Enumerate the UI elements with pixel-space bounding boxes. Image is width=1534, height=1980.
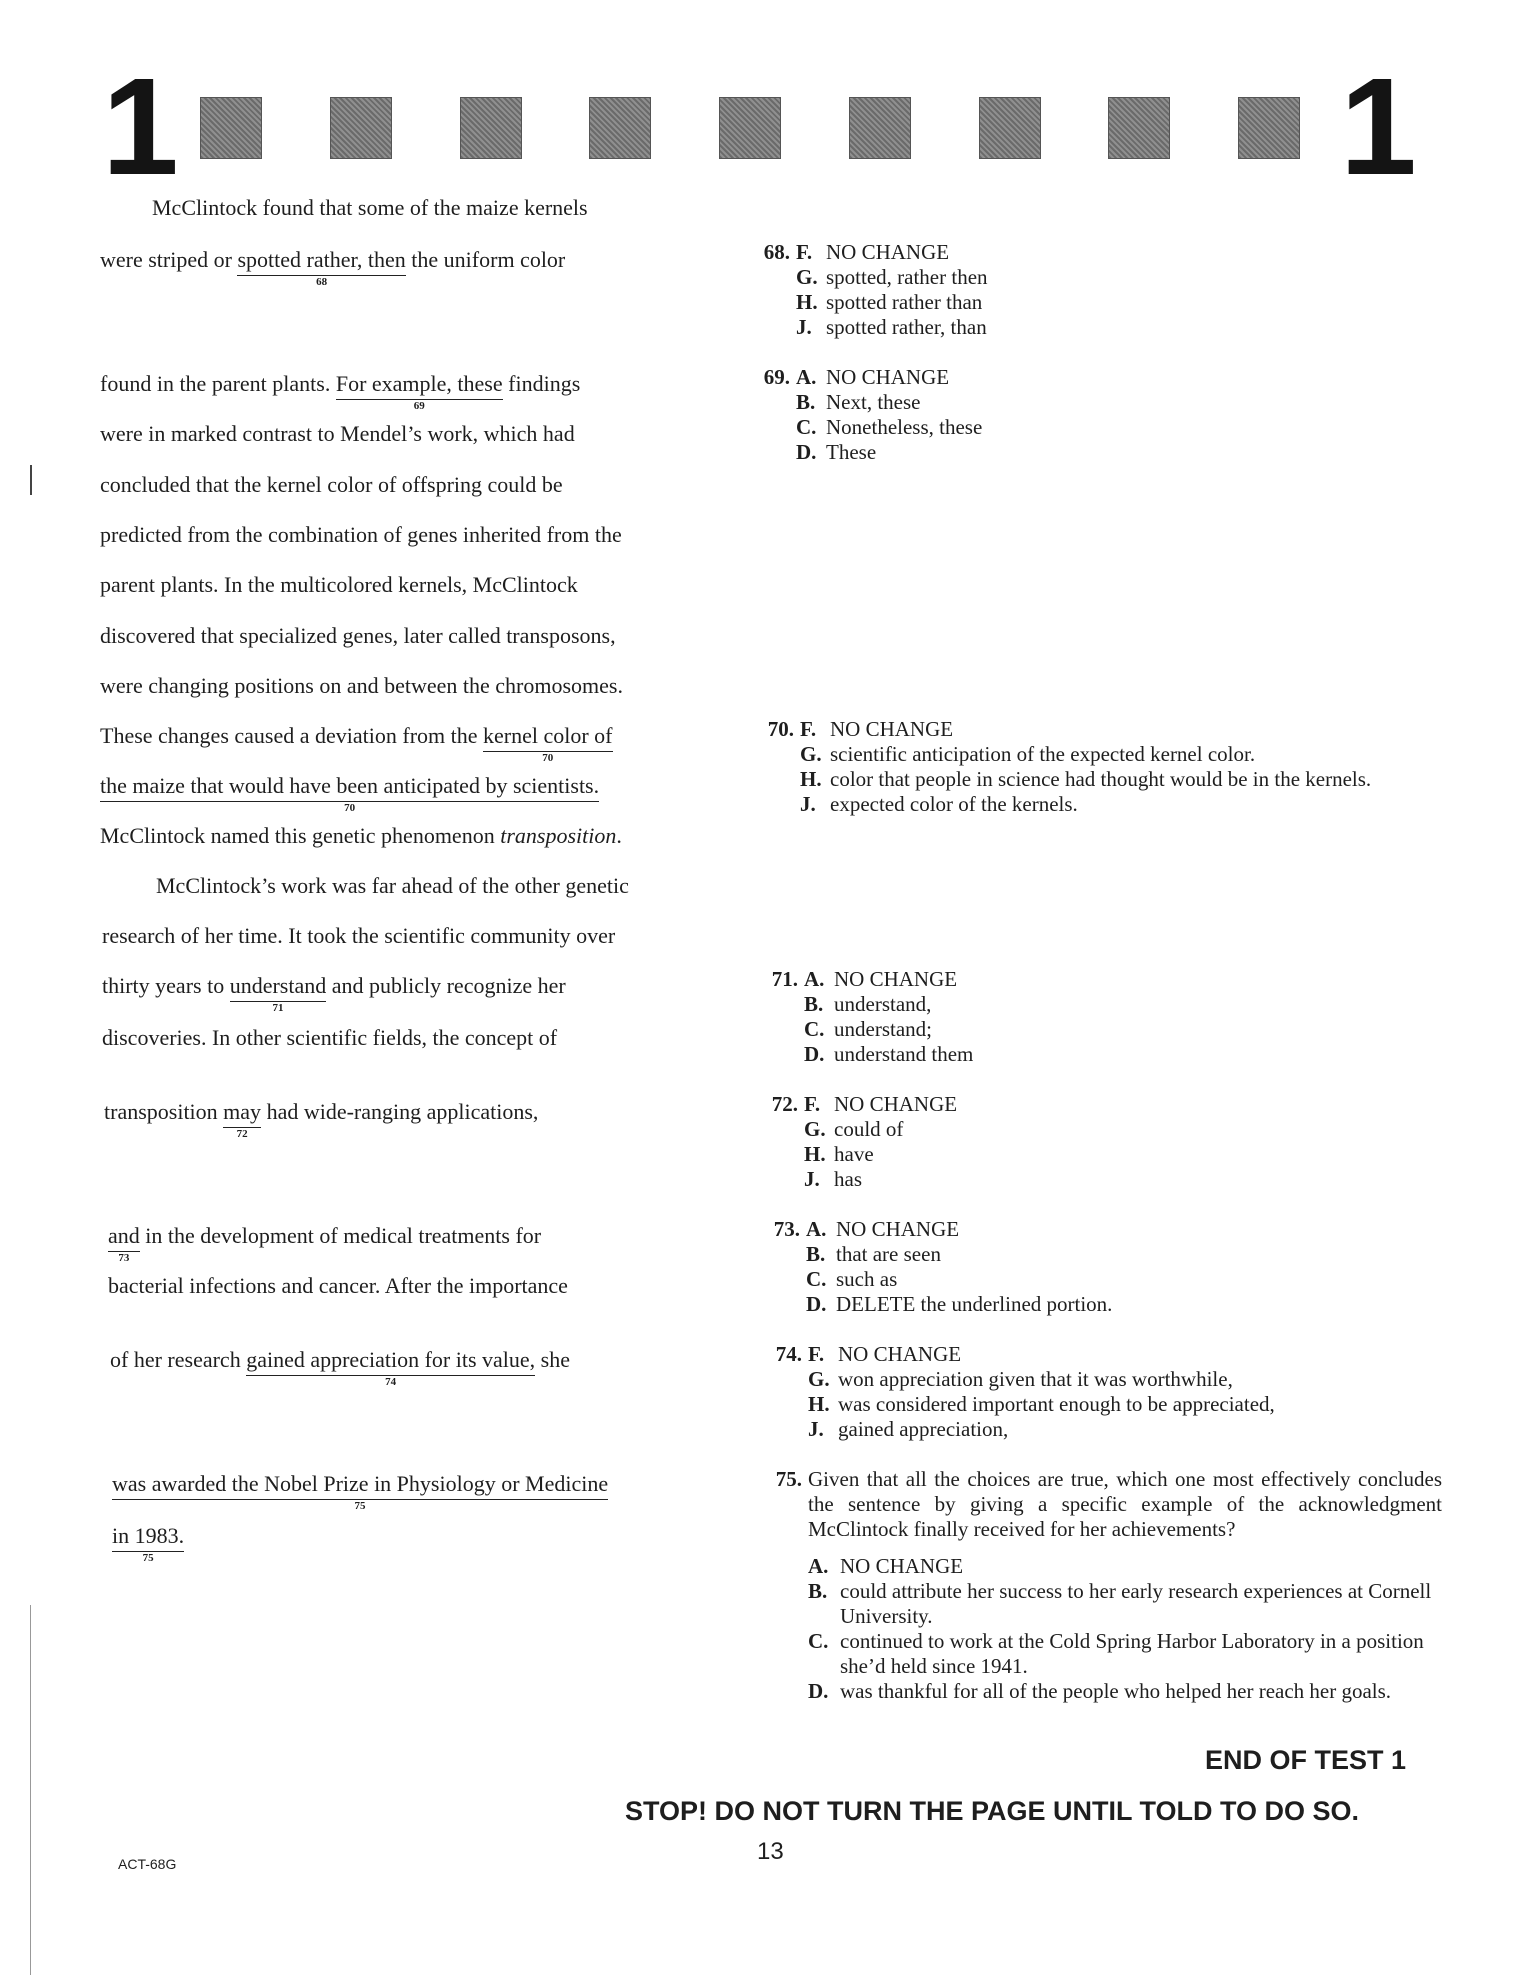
option-letter[interactable]: G. bbox=[808, 1367, 830, 1391]
underlined-portion-74 bbox=[246, 1347, 536, 1388]
option-letter[interactable]: H. bbox=[800, 767, 822, 791]
question-number: 70. bbox=[767, 717, 794, 741]
passage-line: McClintock found that some of the maize kernels bbox=[152, 195, 588, 220]
passage-line bbox=[112, 1470, 609, 1512]
question-ref-75: 75 bbox=[354, 1500, 366, 1512]
passage-text: were striped or bbox=[100, 247, 238, 272]
question-ref-68: 68 bbox=[316, 276, 328, 288]
banner-box bbox=[719, 97, 781, 159]
option-text[interactable]: expected color of the kernels. bbox=[830, 792, 1078, 816]
passage-line: predicted from the combination of genes inherited from the bbox=[100, 522, 622, 547]
option-text[interactable]: color that people in science had thought would be in the kernels. bbox=[830, 767, 1372, 791]
scan-mark bbox=[30, 465, 32, 495]
underlined-portion-71 bbox=[229, 973, 327, 1014]
passage-line: discoveries. In other scientific fields, the concept of bbox=[102, 1025, 558, 1050]
section-number-right: 1 bbox=[1340, 50, 1417, 204]
option-text[interactable]: was considered important enough to be appreciated, bbox=[838, 1392, 1275, 1416]
option-text[interactable]: could of bbox=[834, 1117, 904, 1141]
option-text[interactable]: understand them bbox=[834, 1042, 974, 1066]
question-70 bbox=[744, 717, 1434, 817]
passage-line bbox=[108, 1222, 542, 1264]
banner-box bbox=[979, 97, 1041, 159]
underlined-portion-75 bbox=[112, 1523, 185, 1564]
option-text[interactable]: understand; bbox=[834, 1017, 932, 1041]
underlined-portion-75 bbox=[112, 1471, 609, 1512]
option-text[interactable]: could attribute her success to her early research experiences at Cornell University. bbox=[840, 1579, 1432, 1628]
passage-line bbox=[100, 722, 613, 764]
passage-line bbox=[100, 772, 600, 814]
question-72 bbox=[748, 1092, 1148, 1192]
passage-line: concluded that the kernel color of offspring could be bbox=[100, 472, 563, 497]
question-ref-70: 70 bbox=[542, 752, 554, 764]
option-text[interactable]: Next, these bbox=[826, 390, 921, 414]
question-71 bbox=[748, 967, 1148, 1067]
banner-box bbox=[460, 97, 522, 159]
option-text[interactable]: scientific anticipation of the expected kernel color. bbox=[830, 742, 1256, 766]
passage-line bbox=[100, 246, 566, 288]
option-letter[interactable]: D. bbox=[796, 440, 817, 464]
passage-text: . bbox=[616, 823, 622, 848]
question-number: 74. bbox=[775, 1342, 802, 1366]
question-75 bbox=[752, 1467, 1442, 1704]
question-ref-74: 74 bbox=[385, 1376, 397, 1388]
page-number: 13 bbox=[757, 1838, 784, 1865]
passage-line bbox=[104, 1098, 539, 1140]
underlined-text: For example, these bbox=[335, 371, 503, 396]
option-text[interactable]: have bbox=[834, 1142, 874, 1166]
option-text[interactable]: that are seen bbox=[836, 1242, 941, 1266]
passage-text: the uniform color bbox=[405, 247, 566, 272]
passage-text: findings bbox=[502, 371, 581, 396]
passage-text: found in the parent plants. bbox=[100, 371, 336, 396]
option-text[interactable]: spotted rather, than bbox=[826, 315, 987, 339]
question-73 bbox=[750, 1217, 1310, 1317]
option-letter[interactable]: G. bbox=[800, 742, 822, 766]
passage-line: discovered that specialized genes, later called transposons, bbox=[100, 623, 616, 648]
passage-line bbox=[112, 1522, 185, 1564]
option-text[interactable]: NO CHANGE bbox=[838, 1342, 962, 1366]
option-text[interactable]: NO CHANGE bbox=[834, 1092, 958, 1116]
end-of-test-label: END OF TEST 1 bbox=[1205, 1745, 1407, 1775]
option-letter[interactable]: A. bbox=[806, 1217, 827, 1241]
option-text[interactable]: spotted rather than bbox=[826, 290, 983, 314]
option-letter[interactable]: J. bbox=[804, 1167, 820, 1191]
underlined-portion-68 bbox=[237, 247, 406, 288]
underlined-text: understand bbox=[229, 973, 327, 998]
underlined-portion-73 bbox=[108, 1223, 140, 1264]
banner-box bbox=[1108, 97, 1170, 159]
passage-line bbox=[102, 972, 566, 1014]
option-text[interactable]: These bbox=[826, 440, 877, 464]
question-number: 68. bbox=[763, 240, 790, 264]
form-code: ACT-68G bbox=[118, 1856, 177, 1872]
option-letter[interactable]: B. bbox=[806, 1242, 826, 1266]
option-letter[interactable]: D. bbox=[804, 1042, 825, 1066]
passage-text: she bbox=[535, 1347, 570, 1372]
option-text[interactable]: understand, bbox=[834, 992, 932, 1016]
banner-box bbox=[200, 97, 262, 159]
option-letter[interactable]: B. bbox=[796, 390, 816, 414]
option-text[interactable]: NO CHANGE bbox=[826, 365, 950, 389]
underlined-portion-69 bbox=[335, 371, 503, 412]
option-letter[interactable]: F. bbox=[804, 1092, 821, 1116]
passage-line: bacterial infections and cancer. After the importance bbox=[108, 1273, 568, 1298]
option-letter[interactable]: A. bbox=[804, 967, 825, 991]
option-text[interactable]: spotted, rather then bbox=[826, 265, 988, 289]
passage-line bbox=[110, 1346, 570, 1388]
underlined-portion-72 bbox=[223, 1099, 262, 1140]
option-text[interactable]: NO CHANGE bbox=[826, 240, 950, 264]
option-letter[interactable]: C. bbox=[808, 1629, 829, 1653]
underlined-text: spotted rather, then bbox=[237, 247, 406, 272]
italic-term: transposition bbox=[500, 823, 617, 848]
passage-text: McClintock named this genetic phenomenon bbox=[100, 823, 501, 848]
banner-box bbox=[330, 97, 392, 159]
option-letter[interactable]: D. bbox=[808, 1679, 829, 1703]
option-letter[interactable]: J. bbox=[808, 1417, 824, 1441]
question-ref-69: 69 bbox=[413, 400, 425, 412]
underlined-text: the maize that would have been anticipated by scientists. bbox=[100, 773, 600, 798]
option-letter[interactable]: H. bbox=[796, 290, 818, 314]
passage-text: in the development of medical treatments for bbox=[139, 1223, 542, 1248]
underlined-text: in 1983. bbox=[112, 1523, 185, 1548]
passage-text: had wide-ranging applications, bbox=[261, 1099, 539, 1124]
option-text[interactable]: NO CHANGE bbox=[840, 1554, 964, 1578]
question-number: 73. bbox=[773, 1217, 800, 1241]
question-number: 75. bbox=[775, 1467, 802, 1491]
question-ref-73: 73 bbox=[118, 1252, 130, 1264]
option-letter[interactable]: B. bbox=[808, 1579, 828, 1603]
banner-box bbox=[849, 97, 911, 159]
option-letter[interactable]: J. bbox=[796, 315, 812, 339]
option-letter[interactable]: C. bbox=[806, 1267, 827, 1291]
question-ref-72: 72 bbox=[236, 1128, 248, 1140]
underlined-text: may bbox=[223, 1099, 262, 1124]
question-ref-71: 71 bbox=[272, 1002, 284, 1014]
underlined-text: gained appreciation for its value, bbox=[246, 1347, 536, 1372]
scan-mark bbox=[30, 1605, 31, 1975]
option-letter[interactable]: H. bbox=[808, 1392, 830, 1416]
option-letter[interactable]: H. bbox=[804, 1142, 826, 1166]
underlined-text: was awarded the Nobel Prize in Physiology or Medicine bbox=[112, 1471, 609, 1496]
option-text[interactable]: NO CHANGE bbox=[830, 717, 954, 741]
passage-line: parent plants. In the multicolored kernels, McClintock bbox=[100, 572, 578, 597]
passage-line bbox=[100, 370, 581, 412]
option-letter[interactable]: C. bbox=[796, 415, 817, 439]
option-text[interactable]: NO CHANGE bbox=[834, 967, 958, 991]
option-text[interactable]: continued to work at the Cold Spring Harbor Laboratory in a position she’d held since 1941. bbox=[840, 1629, 1424, 1678]
passage-text: These changes caused a deviation from the bbox=[100, 723, 484, 748]
passage-line: were changing positions on and between the chromosomes. bbox=[100, 673, 623, 698]
option-text[interactable]: such as bbox=[836, 1267, 898, 1291]
option-text[interactable]: was thankful for all of the people who helped her reach her goals. bbox=[840, 1679, 1392, 1703]
underlined-portion-70 bbox=[100, 773, 600, 814]
option-letter[interactable]: A. bbox=[796, 365, 817, 389]
passage-text: thirty years to bbox=[102, 973, 230, 998]
passage-line bbox=[100, 822, 622, 850]
passage-line: research of her time. It took the scientific community over bbox=[102, 923, 616, 948]
question-69 bbox=[740, 365, 1140, 465]
passage-text: transposition bbox=[104, 1099, 224, 1124]
question-number: 71. bbox=[771, 967, 798, 991]
option-letter[interactable]: B. bbox=[804, 992, 824, 1016]
option-letter[interactable]: J. bbox=[800, 792, 816, 816]
option-letter[interactable]: G. bbox=[804, 1117, 826, 1141]
question-number: 72. bbox=[771, 1092, 798, 1116]
question-68 bbox=[740, 240, 1140, 340]
option-text[interactable]: has bbox=[834, 1167, 862, 1191]
option-text[interactable]: DELETE the underlined portion. bbox=[836, 1292, 1113, 1316]
passage-line: McClintock’s work was far ahead of the other genetic bbox=[156, 873, 629, 898]
underlined-portion-70 bbox=[483, 723, 613, 764]
option-letter[interactable]: F. bbox=[808, 1342, 825, 1366]
option-letter[interactable]: A. bbox=[808, 1554, 829, 1578]
banner-box bbox=[589, 97, 651, 159]
option-letter[interactable]: F. bbox=[800, 717, 817, 741]
section-number-left: 1 bbox=[102, 50, 179, 204]
passage-line: were in marked contrast to Mendel’s work, which had bbox=[100, 421, 575, 446]
underlined-text: kernel color of bbox=[483, 723, 613, 748]
passage-text: and publicly recognize her bbox=[326, 973, 566, 998]
option-letter[interactable]: F. bbox=[796, 240, 813, 264]
question-74 bbox=[752, 1342, 1442, 1442]
option-text[interactable]: won appreciation given that it was worthwhile, bbox=[838, 1367, 1233, 1391]
option-text[interactable]: NO CHANGE bbox=[836, 1217, 960, 1241]
question-number: 69. bbox=[763, 365, 790, 389]
option-letter[interactable]: C. bbox=[804, 1017, 825, 1041]
question-ref-70: 70 bbox=[344, 802, 356, 814]
option-text[interactable]: Nonetheless, these bbox=[826, 415, 983, 439]
question-stem: Given that all the choices are true, which one most effectively concludes the sentence by giving a specific example of the acknowledgment McClintock finally received for her achievements? bbox=[808, 1467, 1442, 1541]
passage-text: of her research bbox=[110, 1347, 247, 1372]
stop-instruction: STOP! DO NOT TURN THE PAGE UNTIL TOLD TO DO SO. bbox=[625, 1796, 1360, 1826]
underlined-text: and bbox=[108, 1223, 140, 1248]
option-letter[interactable]: D. bbox=[806, 1292, 827, 1316]
option-letter[interactable]: G. bbox=[796, 265, 818, 289]
option-text[interactable]: gained appreciation, bbox=[838, 1417, 1009, 1441]
banner-box bbox=[1238, 97, 1300, 159]
question-ref-75: 75 bbox=[142, 1552, 154, 1564]
section-banner bbox=[200, 97, 1300, 159]
